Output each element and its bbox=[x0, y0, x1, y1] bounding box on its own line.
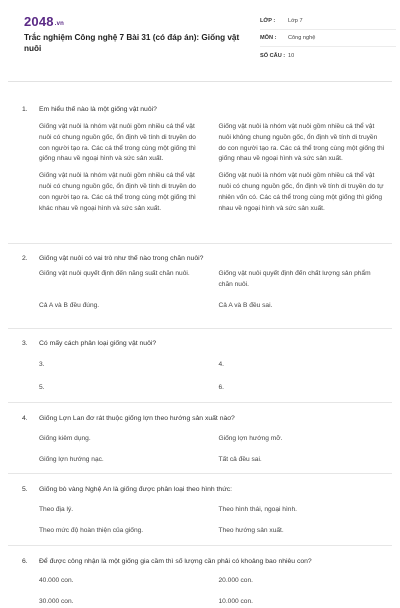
meta-label: LỚP : bbox=[260, 18, 276, 24]
question-text: Để được công nhận là một giống gia cầm thì số lượng cần phải có khoảng bao nhiêu con? bbox=[39, 558, 312, 565]
answer-option-d[interactable]: 10.000 con. bbox=[218, 597, 253, 605]
answer-option-b[interactable]: Giống lợn hướng mỡ. bbox=[218, 435, 283, 442]
answer-option-a[interactable]: Giống vật nuôi quyết định đến năng suất chăn nuôi. bbox=[39, 270, 190, 277]
page-title: Trắc nghiệm Công nghệ 7 Bài 31 (có đáp án): Giống vật nuôi bbox=[24, 33, 240, 53]
question-list bbox=[8, 82, 392, 606]
question-4 bbox=[8, 403, 392, 474]
answer-option-d[interactable]: Cả A và B đều sai. bbox=[218, 301, 273, 309]
answer-option-b[interactable]: Giống vật nuôi quyết định đến chất lượng sản phẩm chăn nuôi. bbox=[218, 270, 371, 288]
meta-label: MÔN : bbox=[260, 35, 277, 41]
answer-option-b[interactable]: 4. bbox=[218, 361, 224, 368]
answer-options bbox=[22, 505, 386, 537]
meta-value: 10 bbox=[288, 52, 295, 59]
question-text: Giống vật nuôi có vai trò như thế nào trong chăn nuôi? bbox=[39, 255, 204, 262]
question-1 bbox=[8, 82, 392, 244]
answer-option-d[interactable]: Theo hướng sản xuất. bbox=[218, 526, 284, 534]
answer-option-c[interactable]: 30.000 con. bbox=[39, 597, 74, 605]
answer-option-b[interactable]: Theo hình thái, ngoại hình. bbox=[218, 506, 297, 513]
question-2 bbox=[8, 244, 392, 329]
meta-value: Công nghệ bbox=[288, 35, 316, 41]
question-text: Có mấy cách phân loại giống vật nuôi? bbox=[39, 340, 157, 347]
meta-value: Lớp 7 bbox=[288, 18, 303, 24]
answer-option-c[interactable]: 5. bbox=[39, 383, 45, 391]
site-logo[interactable]: 2048.vn bbox=[24, 14, 65, 29]
answer-option-d[interactable]: Tất cả đều sai. bbox=[218, 455, 262, 463]
answer-option-a[interactable]: Theo địa lý. bbox=[39, 506, 74, 513]
answer-option-a[interactable]: Giống vật nuôi là nhóm vật nuôi gồm nhiều cá thể vật nuôi có chung nguồn gốc, ổn định về tính di truyền do con người tạo ra. Các cá thể trong cùng một giống thì giống nhau về ngoại hình và sức sản xuất. bbox=[39, 123, 196, 163]
answer-options bbox=[22, 360, 386, 394]
question-number: 1. bbox=[22, 106, 28, 113]
answer-option-c[interactable]: Giống vật nuôi là nhóm vật nuôi gồm nhiều cá thể vật nuôi có chung nguồn gốc, ổn định về tính di truyền do con người tạo ra. Các cá thể trong cùng một giống thì khác nhau về ngoại hình và sức sản xuất. bbox=[39, 172, 196, 212]
answer-option-c[interactable]: Cả A và B đều đúng. bbox=[39, 301, 100, 309]
document-meta bbox=[260, 13, 396, 64]
answer-options bbox=[22, 122, 386, 214]
answer-options bbox=[22, 269, 386, 311]
answer-option-b[interactable]: Giống vật nuôi là nhóm vật nuôi gồm nhiều cá thể vật nuôi không chung nguồn gốc, ổn định về tính di truyền do con người tạo ra. Các cá thể trong cùng một giống thì giống nhau về ngoại hình và sức sản xuất. bbox=[218, 123, 385, 163]
answer-options bbox=[22, 434, 386, 466]
question-text: Giống bò vàng Nghệ An là giống được phân loại theo hình thức: bbox=[39, 486, 233, 493]
question-5 bbox=[8, 474, 392, 546]
question-number: 6. bbox=[22, 558, 28, 565]
meta-row-question-count bbox=[260, 47, 396, 64]
question-number: 5. bbox=[22, 486, 28, 493]
question-number: 2. bbox=[22, 255, 28, 262]
question-number: 3. bbox=[22, 340, 28, 347]
answer-option-d[interactable]: Giống vật nuôi là nhóm vật nuôi gồm nhiều cá thể vật nuôi có chung nguồn gốc, ổn định về tính di truyền do tự nhiên vốn có. Các cá thể trong cùng một giống thì giống nhau về ngoại hình và sức sản xuất. bbox=[218, 172, 384, 212]
meta-row-subject bbox=[260, 30, 396, 47]
answer-option-b[interactable]: 20.000 con. bbox=[218, 577, 253, 584]
answer-option-d[interactable]: 6. bbox=[218, 383, 224, 391]
answer-options bbox=[22, 576, 386, 608]
answer-option-a[interactable]: 40.000 con. bbox=[39, 577, 74, 584]
answer-option-c[interactable]: Giống lợn hướng nạc. bbox=[39, 455, 104, 463]
question-6 bbox=[8, 546, 392, 606]
meta-label: SỐ CÂU : bbox=[260, 52, 286, 59]
answer-option-a[interactable]: Giống kiêm dụng. bbox=[39, 435, 91, 442]
answer-option-a[interactable]: 3. bbox=[39, 361, 45, 368]
answer-option-c[interactable]: Theo mức độ hoàn thiện của giống. bbox=[39, 526, 144, 534]
question-number: 4. bbox=[22, 415, 28, 422]
question-text: Em hiểu thế nào là một giống vật nuôi? bbox=[39, 106, 157, 113]
page-header bbox=[8, 0, 392, 82]
question-text: Giống Lợn Lan đơ rát thuộc giống lợn theo hướng sản xuất nào? bbox=[39, 415, 235, 422]
meta-row-grade bbox=[260, 13, 396, 30]
question-3 bbox=[8, 329, 392, 403]
